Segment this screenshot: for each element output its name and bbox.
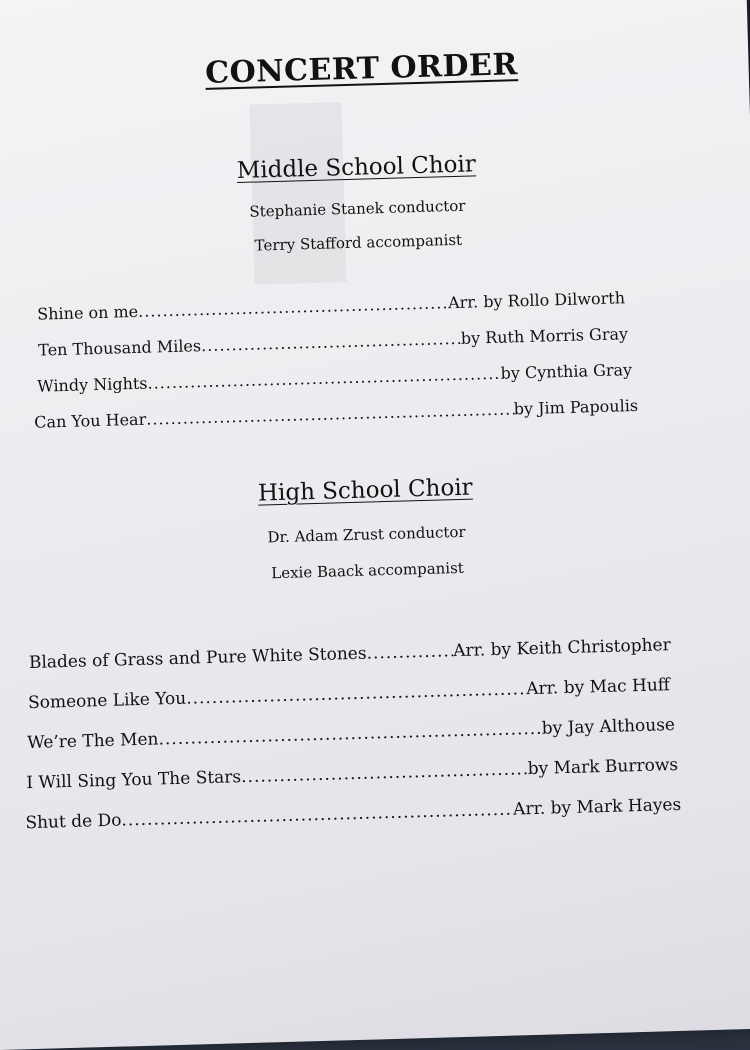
middle-school-heading: Middle School Choir xyxy=(236,151,477,185)
piece-credit: Arr. by Rollo Dilworth xyxy=(447,288,626,313)
program-item xyxy=(29,635,671,673)
dot-leader xyxy=(138,293,448,321)
piece-title: Shine on me xyxy=(36,301,139,324)
piece-title: Someone Like You xyxy=(27,688,187,714)
dot-leader xyxy=(146,399,514,428)
piece-title: Shut de Do xyxy=(25,810,122,834)
dot-leader xyxy=(147,364,501,393)
program-item xyxy=(38,324,628,359)
piece-title: Windy Nights xyxy=(36,373,148,396)
piece-credit: by Jay Althouse xyxy=(541,715,676,739)
dot-leader xyxy=(121,800,513,831)
piece-title: Can You Hear xyxy=(34,409,147,432)
piece-title: Ten Thousand Miles xyxy=(37,336,202,360)
program-item xyxy=(28,675,670,713)
piece-credit: by Ruth Morris Gray xyxy=(460,324,629,348)
dot-leader xyxy=(186,679,527,708)
dot-leader xyxy=(201,329,461,355)
dot-leader xyxy=(366,641,453,663)
program-item xyxy=(37,288,625,323)
high-school-heading: High School Choir xyxy=(257,474,473,507)
page-title: CONCERT ORDER xyxy=(204,47,519,91)
piece-credit: by Mark Burrows xyxy=(527,754,679,780)
piece-title: I Will Sing You The Stars xyxy=(26,767,242,794)
piece-title: We’re The Men xyxy=(26,729,159,754)
piece-credit: Arr. by Keith Christopher xyxy=(452,635,672,662)
piece-credit: Arr. by Mark Hayes xyxy=(512,794,682,820)
piece-credit: Arr. by Mac Huff xyxy=(525,675,671,700)
middle-school-conductor: Stephanie Stanek conductor xyxy=(249,196,466,221)
program-item xyxy=(34,396,638,432)
piece-credit: by Cynthia Gray xyxy=(500,360,633,383)
middle-school-accompanist: Terry Stafford accompanist xyxy=(254,230,463,255)
program-item xyxy=(26,755,678,793)
dot-leader xyxy=(241,759,528,787)
piece-title: Blades of Grass and Pure White Stones xyxy=(28,643,367,674)
program-item xyxy=(37,360,632,396)
high-school-conductor: Dr. Adam Zrust conductor xyxy=(267,522,466,547)
program-item xyxy=(25,795,681,833)
high-school-accompanist: Lexie Baack accompanist xyxy=(270,558,465,583)
program-item xyxy=(27,715,675,753)
dot-leader xyxy=(158,719,542,750)
piece-credit: by Jim Papoulis xyxy=(513,395,639,419)
